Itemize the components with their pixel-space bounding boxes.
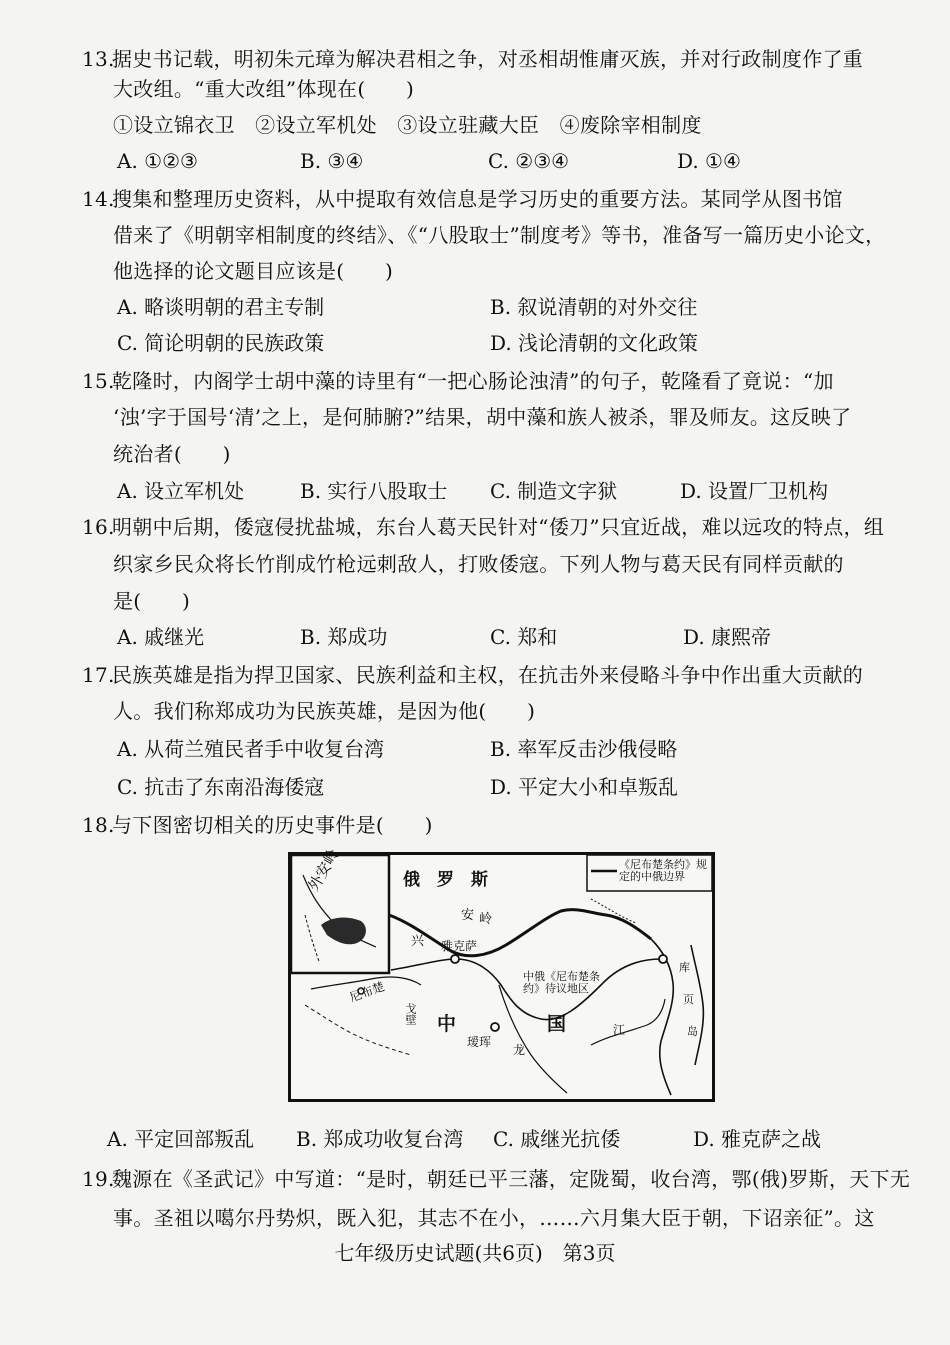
question-18-line-1: 18.与下图密切相关的历史事件是( ) xyxy=(82,813,433,837)
page-footer: 七年级历史试题(共6页) 第3页 xyxy=(334,1241,616,1265)
map-label-yakesa: 雅克萨 xyxy=(441,939,478,953)
question-15-option-d: D. 设置厂卫机构 xyxy=(680,479,829,503)
map-label-long: 龙 xyxy=(513,1043,526,1057)
map-label-ku: 库 xyxy=(679,961,690,974)
map-label-yuanhuan: 瑷珲 xyxy=(467,1035,492,1049)
question-17-line-1: 17.民族英雄是指为捍卫国家、民族利益和主权，在抗击外来侵略斗争中作出重大贡献的 xyxy=(82,663,864,687)
question-14-line-2: 借来了《明朝宰相制度的终结》、《“八股取士”制度考》等书，准备写一篇历史小论文， xyxy=(113,223,886,247)
question-16-option-a: A. 戚继光 xyxy=(117,625,205,649)
question-18-option-a: A. 平定回部叛乱 xyxy=(107,1127,255,1151)
map-drawing xyxy=(291,855,712,1099)
question-13-option-b: B. ③④ xyxy=(300,149,364,173)
question-19-line-1: 19.魏源在《圣武记》中写道：“是时，朝廷已平三藩，定陇蜀，收台湾，鄂(俄)罗斯，天下无 xyxy=(82,1167,911,1191)
question-17-option-a: A. 从荷兰殖民者手中收复台湾 xyxy=(117,737,385,761)
map-label-nibuchu: 尼布楚 xyxy=(347,979,387,1005)
map-label-treaty-area: 中俄《尼布楚条约》待议地区 xyxy=(523,970,600,995)
question-13-line-2: 大改组。“重大改组”体现在( ) xyxy=(113,77,415,101)
map-label-ling: 岭 xyxy=(479,912,493,927)
question-19-line-2: 事。圣祖以噶尔丹势炽，既入犯，其志不在小，……六月集大臣于朝，下诏亲征”。这 xyxy=(113,1206,875,1230)
question-18-option-d: D. 雅克萨之战 xyxy=(693,1127,822,1151)
question-16-option-b: B. 郑成功 xyxy=(300,625,388,649)
question-15-option-b: B. 实行八股取士 xyxy=(300,479,448,503)
question-15-line-1: 15.乾隆时，内阁学士胡中藻的诗里有“一把心肠论浊清”的句子，乾隆看了竟说：“加 xyxy=(82,369,834,393)
map-label-xing: 兴 xyxy=(411,934,425,949)
question-14-option-a: A. 略谈明朝的君主专制 xyxy=(117,295,325,319)
question-13-line-1: 13.据史书记载，明初朱元璋为解决君相之争，对丞相胡惟庸灭族，并对行政制度作了重 xyxy=(82,47,864,71)
question-14-line-1: 14.搜集和整理历史资料，从中提取有效信息是学习历史的重要方法。某同学从图书馆 xyxy=(82,187,843,211)
question-14-option-d: D. 浅论清朝的文化政策 xyxy=(490,331,699,355)
question-17-option-c: C. 抗击了东南沿海倭寇 xyxy=(117,775,325,799)
question-14-option-b: B. 叙说清朝的对外交往 xyxy=(490,295,698,319)
map-label-russia: 俄 罗 斯 xyxy=(403,870,488,890)
question-17-option-d: D. 平定大小和卓叛乱 xyxy=(490,775,679,799)
map-label-gebi: 戈壁 xyxy=(404,1003,417,1025)
question-14-option-c: C. 简论明朝的民族政策 xyxy=(117,331,325,355)
question-16-line-3: 是( ) xyxy=(113,589,191,613)
question-17-option-b: B. 率军反击沙俄侵略 xyxy=(490,737,678,761)
question-16-option-d: D. 康熙帝 xyxy=(683,625,772,649)
map-legend: 《尼布楚条约》规定的中俄边界 xyxy=(619,858,707,883)
question-15-option-a: A. 设立军机处 xyxy=(117,479,245,503)
question-16-option-c: C. 郑和 xyxy=(490,625,558,649)
map-label-zhong: 中 xyxy=(437,1013,457,1035)
question-18-option-c: C. 戚继光抗倭 xyxy=(493,1127,621,1151)
question-17-line-2: 人。我们称郑成功为民族英雄，是因为他( ) xyxy=(113,699,536,723)
question-14-line-3: 他选择的论文题目应该是( ) xyxy=(113,259,394,283)
map-label-an: 安 xyxy=(461,908,475,923)
question-13-option-c: C. ②③④ xyxy=(488,149,570,173)
map-label-ye: 页 xyxy=(683,993,694,1006)
question-15-line-3: 统治者( ) xyxy=(113,442,231,466)
question-18-option-b: B. 郑成功收复台湾 xyxy=(296,1127,464,1151)
map-label-dao: 岛 xyxy=(687,1025,698,1038)
map-label-guo: 国 xyxy=(547,1013,567,1035)
question-15-line-2: ‘浊’字于国号‘清’之上，是何肺腑?”结果，胡中藻和族人被杀，罪及师友。这反映了 xyxy=(113,405,852,429)
question-16-line-2: 织家乡民众将长竹削成竹枪远刺敌人，打败倭寇。下列人物与葛天民有同样贡献的 xyxy=(113,552,844,576)
question-15-option-c: C. 制造文字狱 xyxy=(490,479,618,503)
historical-map xyxy=(288,846,715,1102)
question-13-option-a: A. ①②③ xyxy=(117,149,198,173)
question-13-option-d: D. ①④ xyxy=(677,149,741,173)
question-16-line-1: 16.明朝中后期，倭寇侵扰盐城，东台人葛天民针对“倭刀”只宜近战，难以远攻的特点，组 xyxy=(82,515,885,539)
question-13-line-3: ①设立锦衣卫 ②设立军机处 ③设立驻藏大臣 ④废除宰相制度 xyxy=(113,113,702,137)
map-label-jiang: 江 xyxy=(613,1023,626,1037)
map-inset-label: 外安岭 xyxy=(304,846,343,894)
